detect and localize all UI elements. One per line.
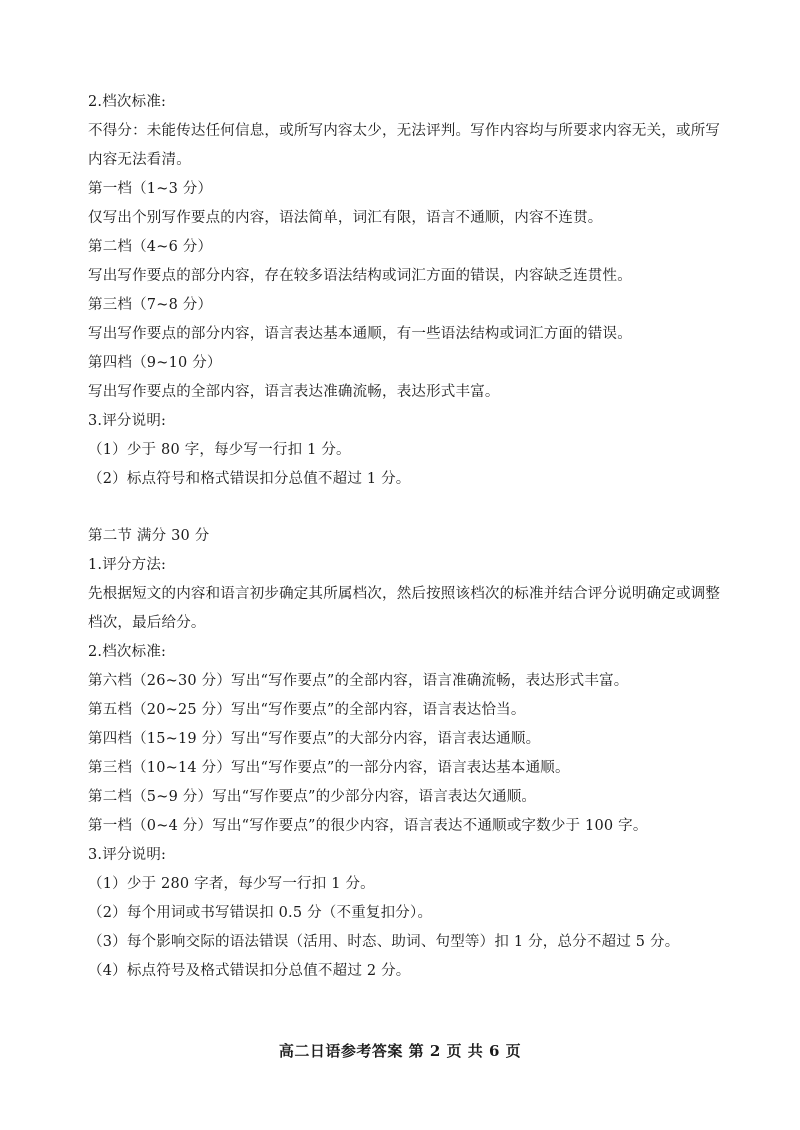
level-1-title: 第一档（1~3 分） — [88, 181, 213, 197]
level-3-desc: 写出写作要点的部分内容，语言表达基本通顺，有一些语法结构或词汇方面的错误。 — [88, 326, 632, 342]
level-4-title: 第四档（9~10 分） — [88, 355, 222, 371]
section2-note-3: （3）每个影响交际的语法错误（活用、时态、助词、句型等）扣 1 分，总分不超过 5 分。 — [88, 934, 680, 950]
page-footer: 高二日语参考答案 第 2 页 共 6 页 — [278, 1042, 522, 1060]
section-spacer — [88, 494, 728, 522]
section2-criteria-heading: 2.档次标准: — [88, 644, 167, 660]
section1-criteria-heading: 2.档次标准: — [88, 94, 167, 110]
section2-level-5: 第五档（20~25 分）写出“写作要点”的全部内容，语言表达恰当。 — [88, 702, 526, 718]
section2-level-1: 第一档（0~4 分）写出“写作要点”的很少内容，语言表达不通顺或字数少于 100 字。 — [88, 818, 648, 834]
section2-notes-heading: 3.评分说明: — [88, 847, 167, 863]
section2-method-text: 先根据短文的内容和语言初步确定其所属档次，然后按照该档次的标准并结合评分说明确定或调整档次，最后给分。 — [88, 586, 721, 631]
section2-level-3: 第三档（10~14 分）写出“写作要点”的一部分内容，语言表达基本通顺。 — [88, 760, 570, 776]
section1-note-1: （1）少于 80 字，每少写一行扣 1 分。 — [88, 442, 351, 458]
level-2-desc: 写出写作要点的部分内容，存在较多语法结构或词汇方面的错误，内容缺乏连贯性。 — [88, 268, 632, 284]
section2-level-6: 第六档（26~30 分）写出“写作要点”的全部内容，语言准确流畅，表达形式丰富。 — [88, 673, 629, 689]
section2-note-4: （4）标点符号及格式错误扣分总值不超过 2 分。 — [88, 963, 411, 979]
section1-note-2: （2）标点符号和格式错误扣分总值不超过 1 分。 — [88, 471, 411, 487]
section2-level-4: 第四档（15~19 分）写出“写作要点”的大部分内容，语言表达通顺。 — [88, 731, 541, 747]
zero-score-rule: 不得分：未能传达任何信息，或所写内容太少，无法评判。写作内容均与所要求内容无关，或所写内容无法看清。 — [88, 123, 721, 168]
section2-heading: 第二节 满分 30 分 — [88, 528, 210, 544]
section2-note-1: （1）少于 280 字者，每少写一行扣 1 分。 — [88, 876, 375, 892]
section2-level-2: 第二档（5~9 分）写出“写作要点”的少部分内容，语言表达欠通顺。 — [88, 789, 537, 805]
level-3-title: 第三档（7~8 分） — [88, 297, 213, 313]
level-4-desc: 写出写作要点的全部内容，语言表达准确流畅，表达形式丰富。 — [88, 384, 500, 400]
section2-note-2: （2）每个用词或书写错误扣 0.5 分（不重复扣分）。 — [88, 905, 433, 921]
section2-method-heading: 1.评分方法: — [88, 557, 167, 573]
document-body — [88, 88, 728, 986]
section1-notes-heading: 3.评分说明: — [88, 413, 167, 429]
level-2-title: 第二档（4~6 分） — [88, 239, 213, 255]
level-1-desc: 仅写出个别写作要点的内容，语法简单，词汇有限，语言不通顺，内容不连贯。 — [88, 210, 603, 226]
